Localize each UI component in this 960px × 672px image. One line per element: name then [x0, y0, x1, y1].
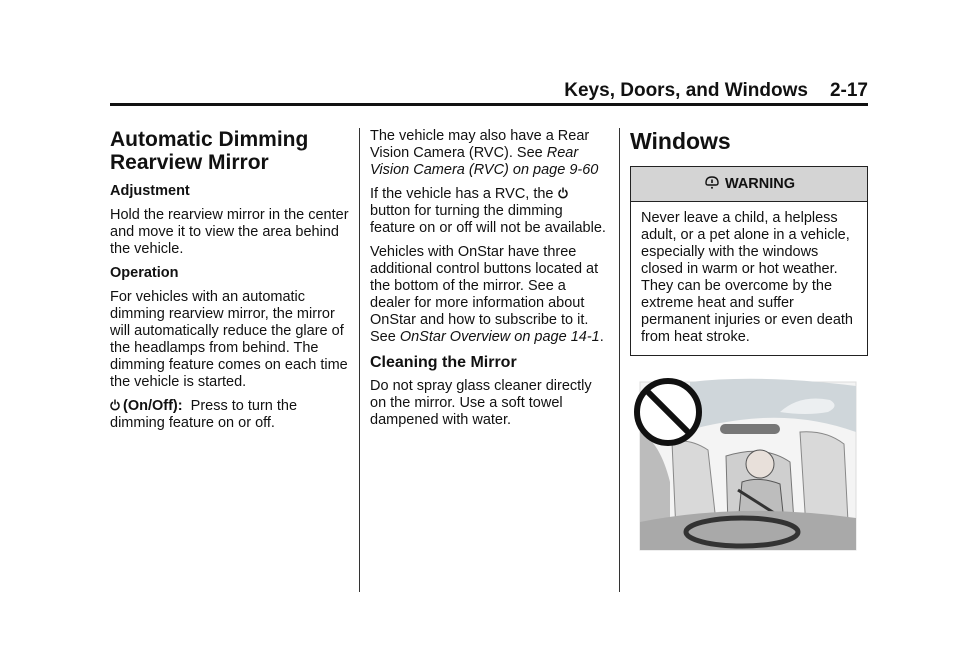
rvc-note-post: button for turning the dimming feature on or off will not be available. — [370, 203, 606, 236]
section-title: Keys, Doors, and Windows — [564, 80, 808, 101]
onstar-reference-link[interactable]: OnStar Overview on page 14-1 — [399, 329, 600, 345]
power-icon — [110, 399, 120, 411]
header-rule — [110, 103, 868, 106]
paragraph-onoff — [110, 398, 350, 432]
paragraph-rvc — [370, 128, 610, 179]
power-icon — [558, 187, 568, 199]
warning-icon — [703, 175, 721, 193]
column-divider-2 — [619, 128, 620, 592]
page-number: 2-17 — [829, 80, 868, 101]
paragraph-adjustment: Hold the rearview mirror in the center and move it to view the area behind the vehicle. — [110, 207, 349, 257]
subheading-cleaning: Cleaning the Mirror — [370, 354, 517, 371]
warning-label: WARNING — [724, 175, 796, 192]
onstar-text: Vehicles with OnStar have three additional control buttons located at the bottom of the mirror. See a dealer for more information about OnStar and how to subscribe to it. See — [370, 244, 599, 345]
subheading-operation: Operation — [110, 265, 179, 281]
section-heading-dimming-mirror: Automatic Dimming Rearview Mirror — [110, 128, 309, 174]
paragraph-cleaning: Do not spray glass cleaner directly on the mirror. Use a soft towel dampened with water. — [370, 378, 592, 428]
column-3 — [630, 128, 870, 356]
prohibited-child-in-car-icon — [630, 372, 858, 552]
warning-header — [631, 167, 867, 202]
column-divider-1 — [359, 128, 360, 592]
onoff-label: (On/Off): — [123, 398, 183, 414]
warning-text: Never leave a child, a helpless adult, or a pet alone in a vehicle, especially with the windows closed in warm or hot weather. They can be overcome by the extreme heat and suffer permanent injuries or even death from heat stroke. — [641, 210, 853, 345]
warning-box — [630, 166, 868, 356]
column-2 — [370, 128, 610, 436]
rvc-reference-link[interactable]: Rear Vision Camera (RVC) on page 9-60 — [370, 145, 599, 178]
section-heading-windows: Windows — [630, 128, 731, 154]
onstar-end: . — [599, 329, 604, 345]
paragraph-rvc-note — [370, 186, 610, 237]
rvc-intro: The vehicle may also have a Rear Vision Camera (RVC). See — [370, 128, 590, 161]
rvc-note-pre: If the vehicle has a RVC, the — [370, 186, 554, 202]
page-header — [110, 80, 868, 102]
subheading-adjustment: Adjustment — [110, 183, 190, 199]
column-1 — [110, 128, 350, 439]
onoff-text: Press to turn the dimming feature on or off. — [110, 398, 298, 431]
paragraph-onstar — [370, 244, 610, 346]
paragraph-operation: For vehicles with an automatic dimming rearview mirror, the mirror will automatically reduce the glare of the headlamps from behind. The dimming feature comes on each time the vehicle is started. — [110, 289, 348, 390]
